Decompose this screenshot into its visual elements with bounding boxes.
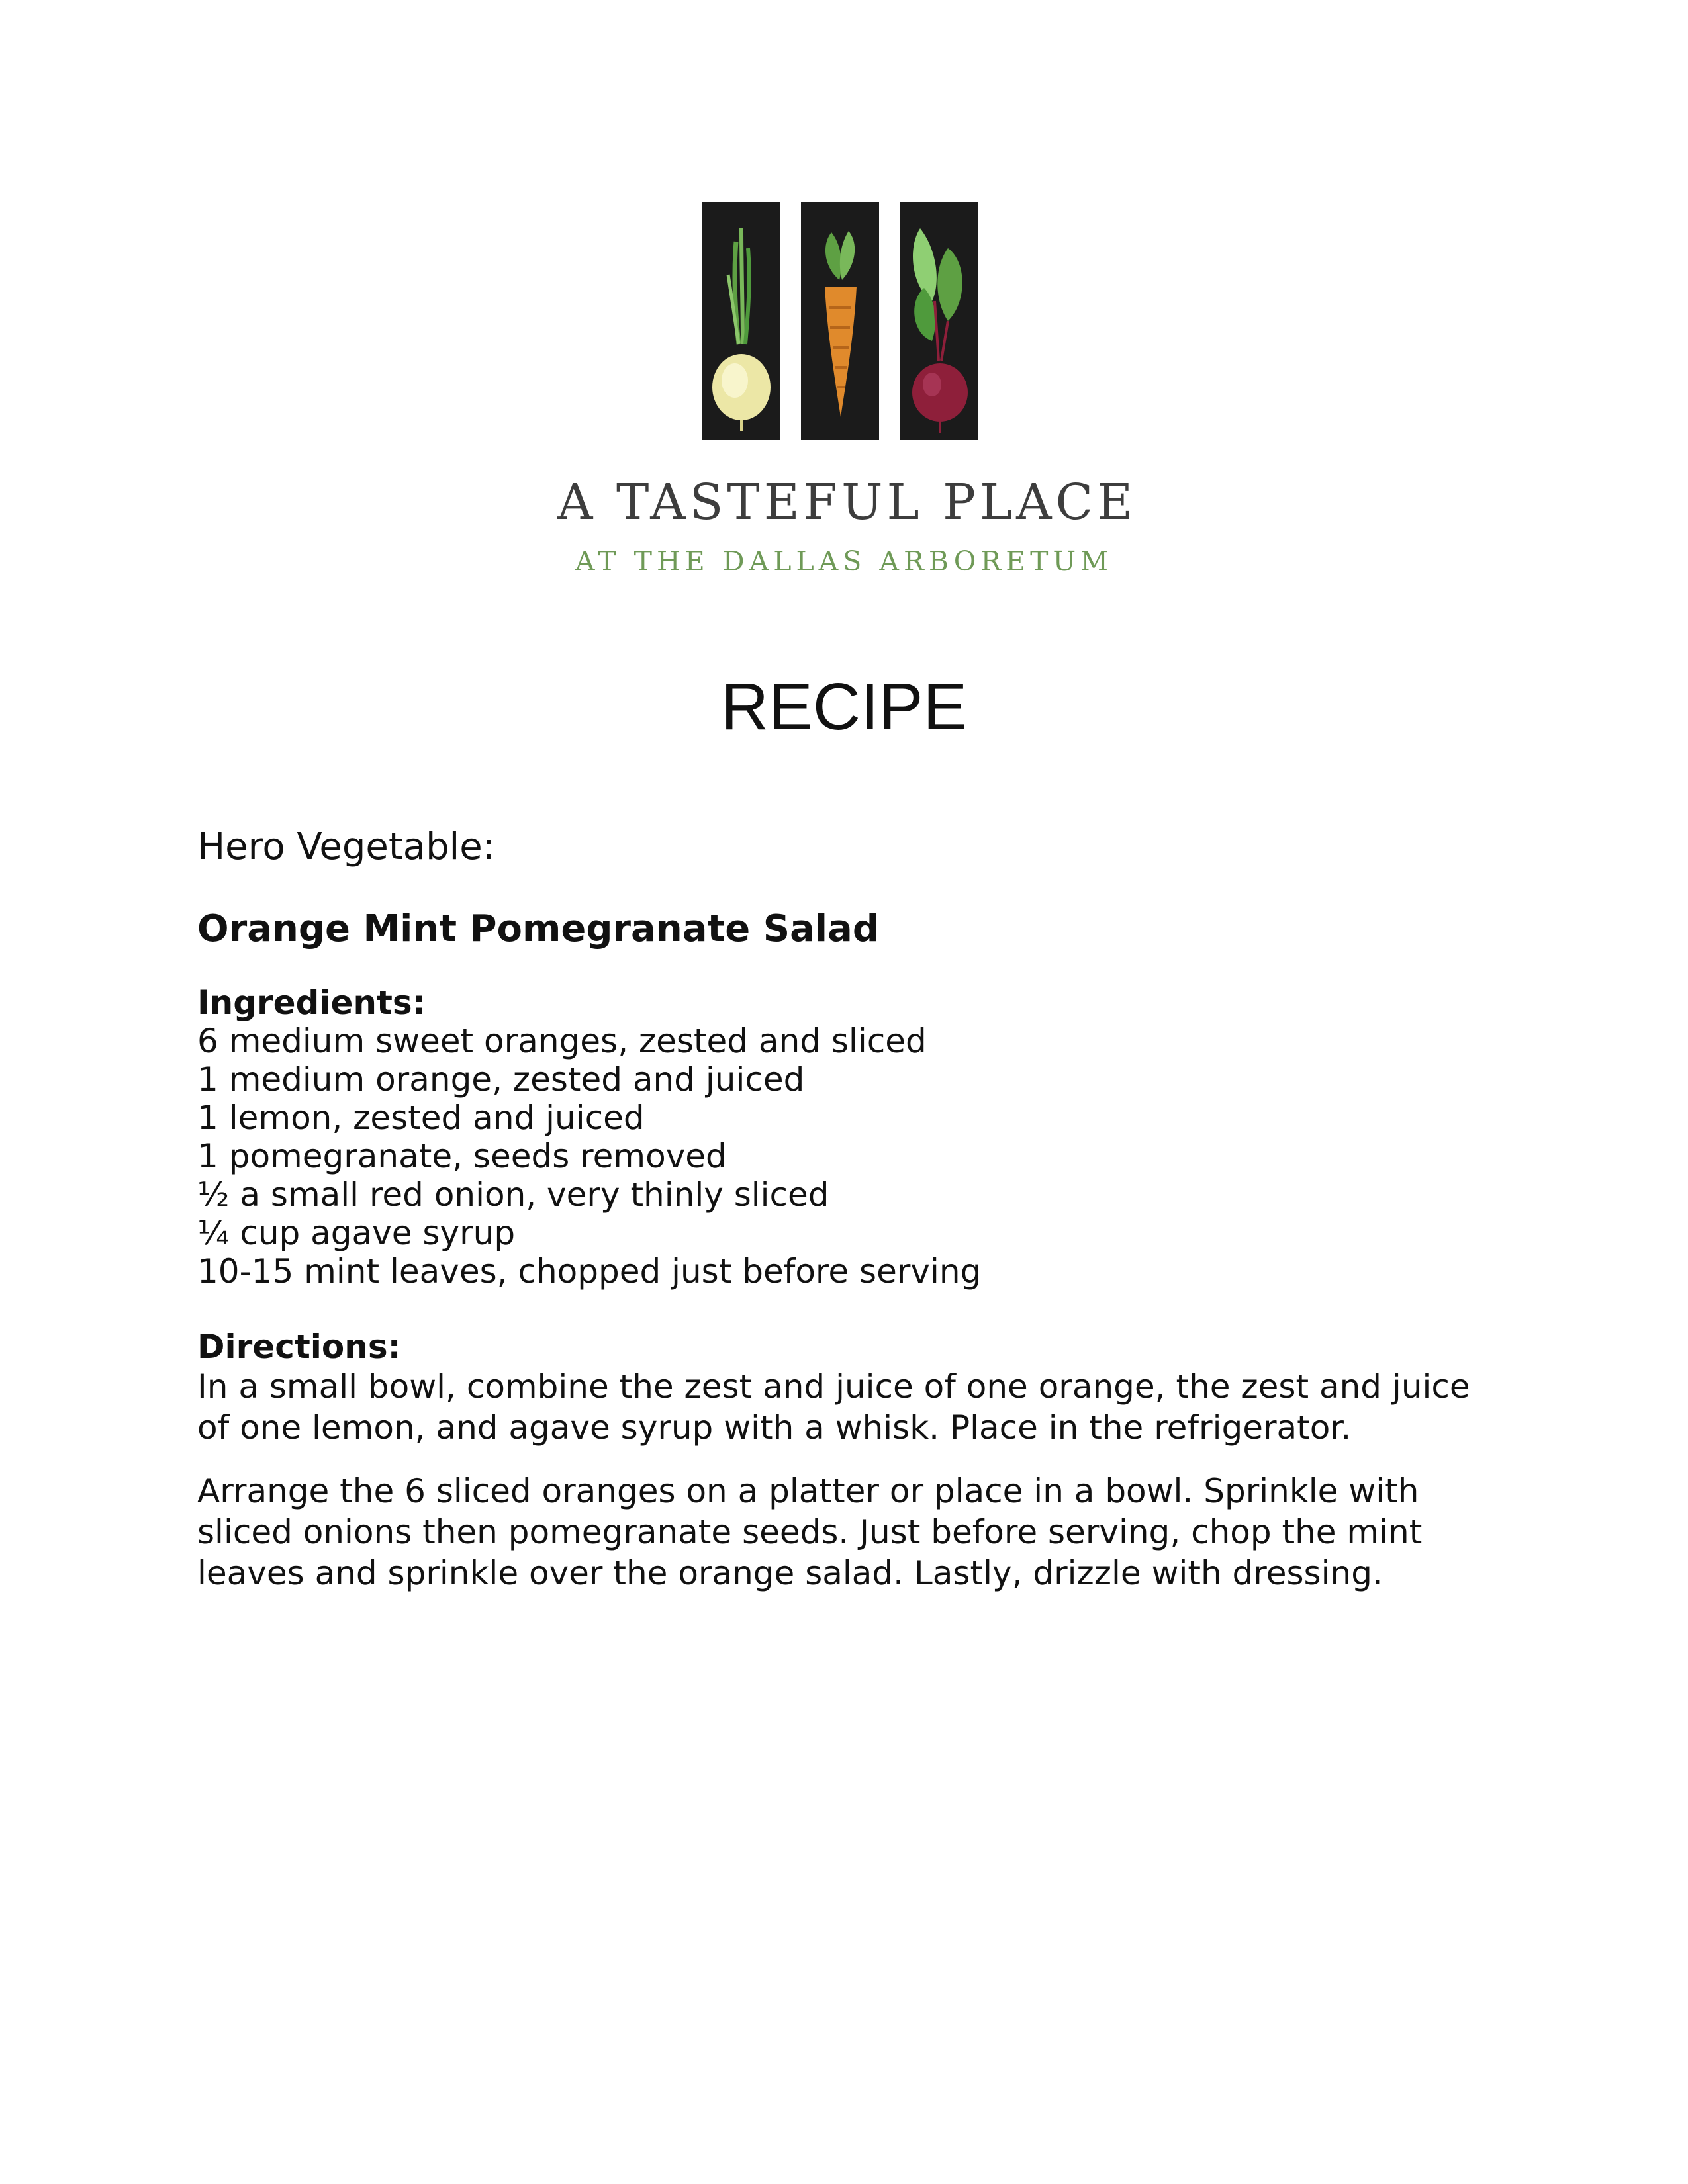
list-item: ¼ cup agave syrup [197, 1214, 516, 1252]
list-item: 1 medium orange, zested and juiced [197, 1060, 805, 1099]
recipe-content [197, 826, 1508, 1616]
ingredients-list [197, 1022, 1508, 1291]
list-item: ½ a small red onion, very thinly sliced [197, 1175, 829, 1214]
beet-icon [900, 202, 978, 440]
ingredients-heading: Ingredients: [197, 983, 426, 1022]
directions-paragraph: Arrange the 6 sliced oranges on a platter or place in a bowl. Sprinkle with sliced onions then pomegranate seeds. Just before serving, chop the mint leaves and sprinkle over the orange salad. Lastly, drizzle with dressing. [197, 1472, 1423, 1592]
page-title: RECIPE [720, 670, 968, 744]
directions-heading: Directions: [197, 1328, 401, 1366]
brand-name: A TASTEFUL PLACE [557, 474, 1137, 531]
brand-subtitle: AT THE DALLAS ARBORETUM [575, 545, 1113, 577]
dish-title: Orange Mint Pomegranate Salad [197, 907, 879, 950]
onion-icon [702, 202, 780, 440]
hero-vegetable-label: Hero Vegetable: [197, 825, 495, 868]
list-item: 1 lemon, zested and juiced [197, 1099, 645, 1137]
list-item: 10-15 mint leaves, chopped just before serving [197, 1252, 982, 1291]
list-item: 1 pomegranate, seeds removed [197, 1137, 727, 1175]
list-item: 6 medium sweet oranges, zested and sliced [197, 1022, 927, 1060]
logo-vegetables [702, 202, 981, 440]
carrot-icon [801, 202, 879, 440]
directions-paragraph: In a small bowl, combine the zest and juice of one orange, the zest and juice of one lemon, and agave syrup with a whisk. Place in the refrigerator. [197, 1367, 1470, 1447]
